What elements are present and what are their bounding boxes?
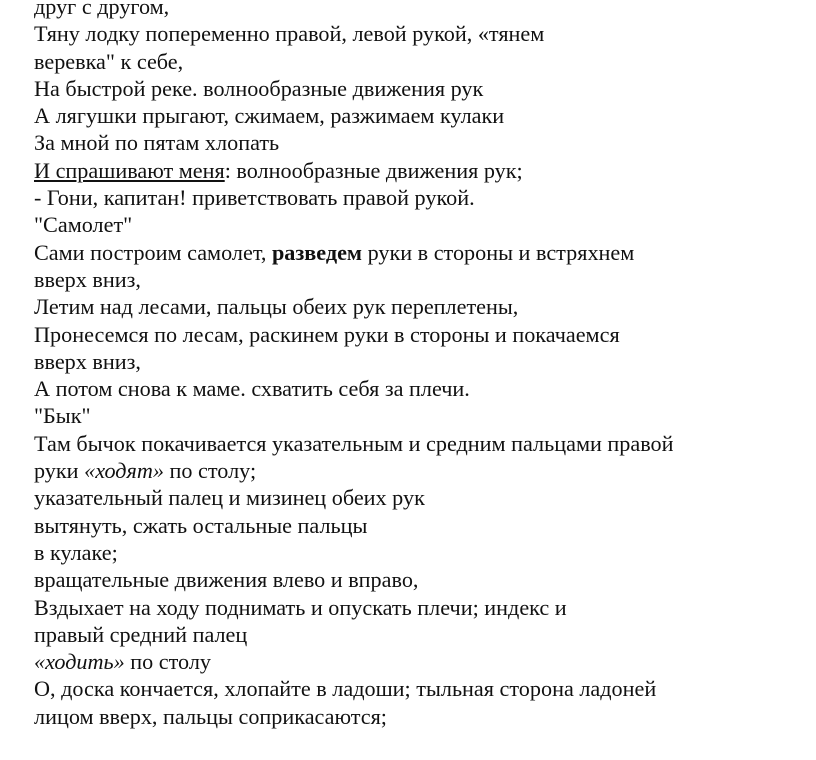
- text-line: На быстрой реке. волнообразные движения рук: [34, 75, 484, 101]
- text-line: Вздыхает на ходу поднимать и опускать плечи; индекс и: [34, 594, 567, 620]
- italic-word: «ходят»: [84, 458, 164, 484]
- text-line: правый средний палец: [34, 621, 248, 647]
- text-line: вверх вниз,: [34, 266, 141, 292]
- text-line: За мной по пятам хлопать: [34, 130, 280, 156]
- section-title-samolet: "Самолет": [34, 212, 133, 238]
- text-fragment: Сами построим самолет,: [34, 239, 272, 265]
- text-fragment: по столу: [124, 649, 212, 675]
- text-line: [34, 239, 804, 266]
- text-line: Летим над лесами, пальцы обеих рук переплетены,: [34, 294, 519, 320]
- text-line: [34, 157, 804, 184]
- text-line: в кулаке;: [34, 539, 118, 565]
- text-fragment: руки в стороны и встряхнем: [362, 239, 635, 265]
- text-line: лицом вверх, пальцы соприкасаются;: [34, 703, 387, 729]
- text-line: А потом снова к маме. схватить себя за плечи.: [34, 376, 470, 402]
- text-fragment: : волнообразные движения рук;: [224, 157, 523, 183]
- underlined-phrase: И спрашивают меня: [34, 157, 225, 183]
- text-line: О, доска кончается, хлопайте в ладоши; тыльная сторона ладоней: [34, 676, 657, 702]
- document-text: [34, 0, 804, 730]
- text-line: Там бычок покачивается указательным и средним пальцами правой: [34, 430, 674, 456]
- text-fragment: по столу;: [163, 458, 257, 484]
- text-line: вверх вниз,: [34, 348, 141, 374]
- text-line: друг с другом,: [34, 0, 170, 19]
- text-line: Тяну лодку попеременно правой, левой рукой, «тянем: [34, 21, 545, 47]
- italic-word: «ходить»: [34, 649, 125, 675]
- bold-word: разведем: [271, 239, 363, 265]
- section-title-byk: "Бык": [34, 403, 91, 429]
- text-line: веревка" к себе,: [34, 48, 184, 74]
- text-line: - Гони, капитан! приветствовать правой рукой.: [34, 185, 475, 211]
- text-fragment: руки: [34, 458, 85, 484]
- text-line: указательный палец и мизинец обеих рук: [34, 485, 425, 511]
- text-line: А лягушки прыгают, сжимаем, разжимаем кулаки: [34, 103, 505, 129]
- text-line: вытянуть, сжать остальные пальцы: [34, 512, 368, 538]
- text-line: Пронесемся по лесам, раскинем руки в стороны и покачаемся: [34, 321, 620, 347]
- text-line: [34, 648, 804, 675]
- text-line: вращательные движения влево и вправо,: [34, 567, 419, 593]
- text-line: [34, 457, 804, 484]
